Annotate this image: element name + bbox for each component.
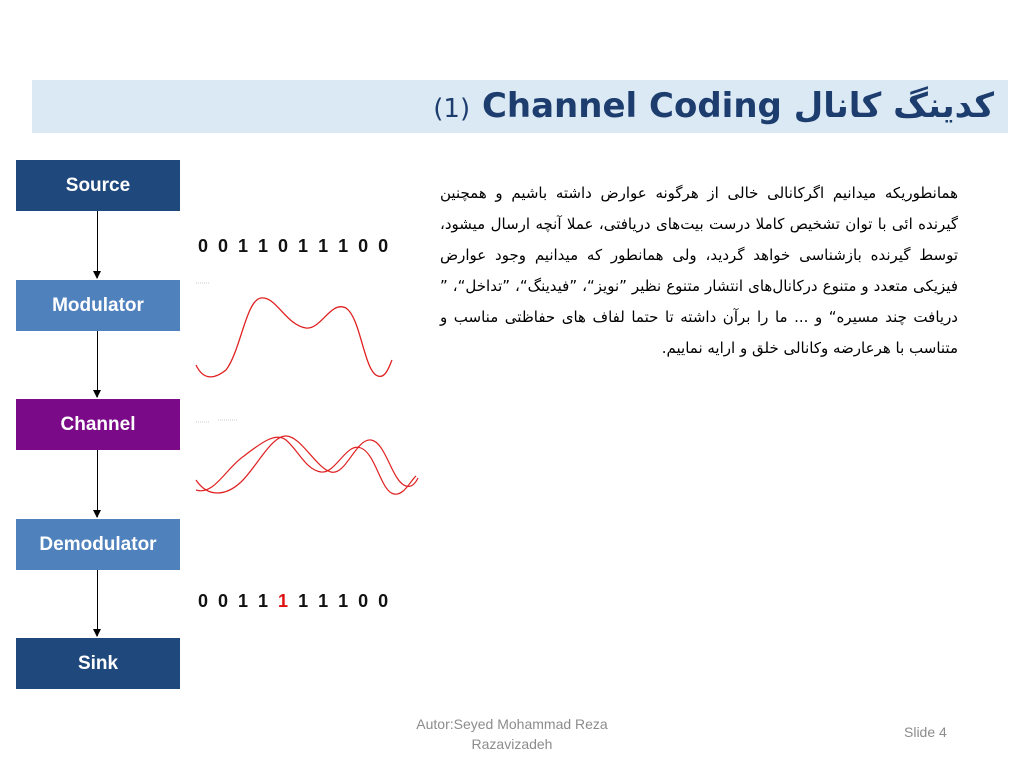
title-bar xyxy=(32,80,1008,133)
title-english: Channel Coding xyxy=(481,86,782,126)
arrow-channel-demodulator xyxy=(97,450,98,517)
modulator-block: Modulator xyxy=(16,280,180,331)
transmitted-bits: 0 0 1 1 0 1 1 1 0 0 xyxy=(198,236,391,256)
error-bit: 1 xyxy=(278,591,291,611)
title-number: (1) xyxy=(433,94,471,124)
channel-signal-wave xyxy=(196,420,418,500)
source-block: Source xyxy=(16,160,180,211)
received-bits xyxy=(198,591,391,612)
modulated-signal-wave xyxy=(196,280,396,380)
channel-block: Channel xyxy=(16,399,180,450)
arrow-modulator-channel xyxy=(97,331,98,397)
footer-slide-number: Slide 4 xyxy=(904,724,947,740)
title-persian: کدینگ کانال xyxy=(793,86,994,126)
body-paragraph: همانطوریکه میدانیم اگرکانالی خالی از هرگونه عوارض داشته باشیم و همچنین گیرنده ائی با توان تشخیص کاملا درست بیت‌های دریافتی، عملا آنچه ارسال میشود، توسط گیرنده بازشناسی خواهد گردید، ولی همانطور که میدانیم وجود عوارض فیزیکی متعدد و متنوع درکانال‌های انتشار متنوع نظیر ”نویز“، ”فیدینگ“، ”تداخل“، ” دریافت چند مسیره“ و ... ما را برآن داشته تا حتما لفاف های حفاظتی مناسب و متناسب با هرعارضه وکانالی خلق و ارایه نماییم. xyxy=(440,184,958,357)
received-bits-prefix: 0 0 1 1 xyxy=(198,591,279,611)
arrow-demodulator-sink xyxy=(97,570,98,636)
arrow-source-modulator xyxy=(97,211,98,278)
slide-title xyxy=(433,82,994,131)
sink-block: Sink xyxy=(16,638,180,689)
footer-author: Autor:Seyed Mohammad Reza Razavizadeh xyxy=(416,716,608,752)
received-bits-suffix: 1 1 1 0 0 xyxy=(290,591,391,611)
demodulator-block: Demodulator xyxy=(16,519,180,570)
